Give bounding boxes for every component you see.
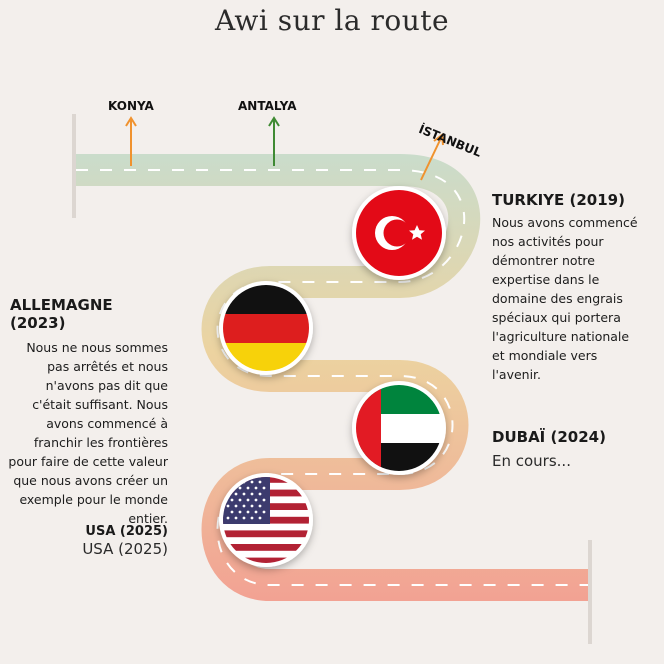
usa-flag (219, 473, 313, 567)
city-label-konya: KONYA (108, 99, 154, 113)
milestone-turkiye-body: Nous avons commencé nos activités pour démontrer notre expertise dans le domaine des engrais spéciaux qui portera l'agriculture nationale et mondiale vers l'avenir. (492, 215, 638, 382)
milestone-dubai (492, 428, 642, 470)
uae-flag (352, 381, 446, 475)
milestone-usa-heading: USA (2025) (85, 524, 168, 539)
city-label-antalya: ANTALYA (238, 99, 297, 113)
road-end-edge (588, 540, 592, 644)
milestone-turkiye-heading: TURKIYE (2019) (492, 191, 625, 209)
milestone-dubai-heading: DUBAÏ (2024) (492, 428, 606, 446)
page-title: Awi sur la route (214, 4, 450, 37)
milestone-usa (40, 524, 168, 558)
germany-flag (219, 281, 313, 375)
milestone-allemagne (6, 296, 168, 528)
milestone-allemagne-body: Nous ne nous sommes pas arrêtés et nous n'avons pas dit que c'était suffisant. Nous avons commencé à franchir les frontières pour faire de cette valeur que nous avons créer un exemple pour le monde entier. (8, 340, 168, 526)
turkey-flag (352, 186, 446, 280)
milestone-dubai-body: En cours... (492, 452, 571, 470)
milestone-allemagne-heading: ALLEMAGNE (2023) (10, 296, 113, 332)
city-label-istanbul: İSTANBUL (416, 122, 484, 160)
milestone-turkiye (492, 191, 642, 384)
road-start-edge (72, 114, 76, 218)
milestone-usa-body: USA (2025) (82, 540, 168, 558)
